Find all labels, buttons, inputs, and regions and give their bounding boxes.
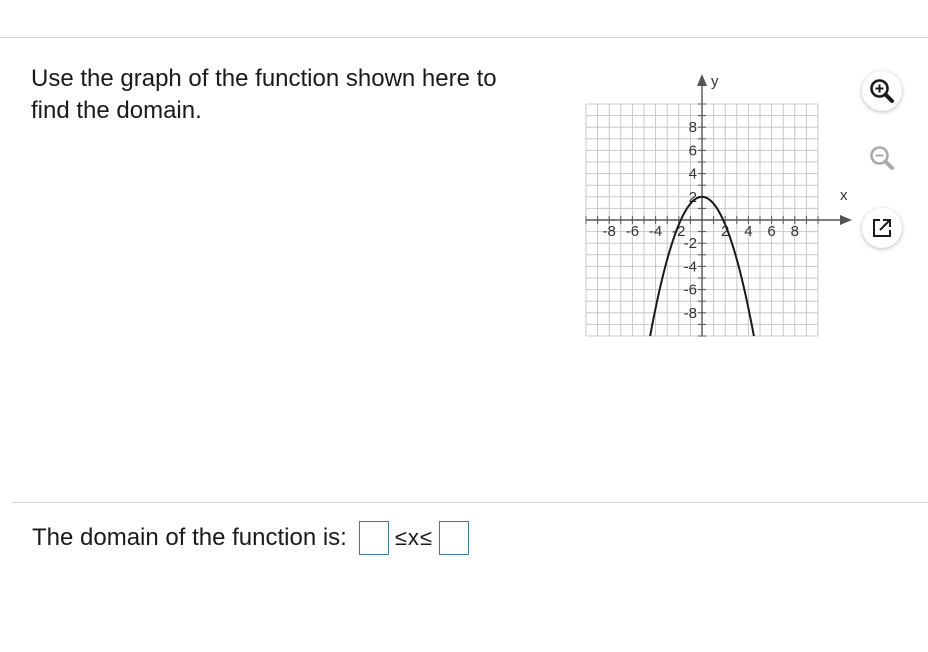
x-tick-label: 8: [790, 223, 799, 240]
domain-lower-input[interactable]: [359, 521, 389, 555]
answer-row: [32, 518, 473, 558]
x-tick-label: -8: [602, 223, 616, 240]
zoom-out-button[interactable]: [862, 138, 902, 178]
graph-axes: [586, 74, 852, 336]
x-tick-label: 2: [721, 223, 730, 240]
popout-button[interactable]: [862, 208, 902, 248]
section-divider: [12, 502, 928, 503]
question-text: [31, 63, 561, 127]
answer-prompt: The domain of the function is:: [32, 524, 347, 551]
zoom-in-button[interactable]: [862, 71, 902, 111]
zoom-in-icon: [867, 76, 897, 106]
x-axis-arrow: [840, 215, 852, 225]
y-tick-label: 8: [688, 119, 697, 137]
x-tick-label: -4: [648, 223, 663, 240]
y-tick-label: -8: [683, 304, 697, 322]
y-tick-label: 2: [688, 188, 697, 206]
question-line-2: find the domain.: [31, 97, 202, 124]
popout-icon: [869, 215, 895, 241]
y-axis-arrow: [697, 74, 707, 86]
y-tick-label: 6: [688, 142, 697, 160]
x-tick-label: -2: [672, 223, 686, 240]
domain-upper-input[interactable]: [439, 521, 469, 555]
top-divider: [0, 37, 928, 38]
y-tick-label: -2: [683, 235, 697, 253]
y-tick-label: 4: [688, 165, 697, 183]
question-line-1: Use the graph of the function shown here to: [31, 65, 497, 92]
y-axis-label: y: [711, 73, 719, 90]
y-tick-label: -6: [683, 281, 697, 299]
y-tick-label: -4: [683, 258, 697, 276]
x-tick-label: -6: [625, 223, 640, 240]
function-graph: [570, 70, 848, 345]
zoom-out-icon: [867, 143, 897, 173]
x-tick-label: 6: [767, 223, 776, 240]
x-tick-label: 4: [744, 223, 753, 240]
x-axis-label: x: [840, 187, 848, 204]
inequality-symbols: ≤x≤: [394, 525, 434, 550]
